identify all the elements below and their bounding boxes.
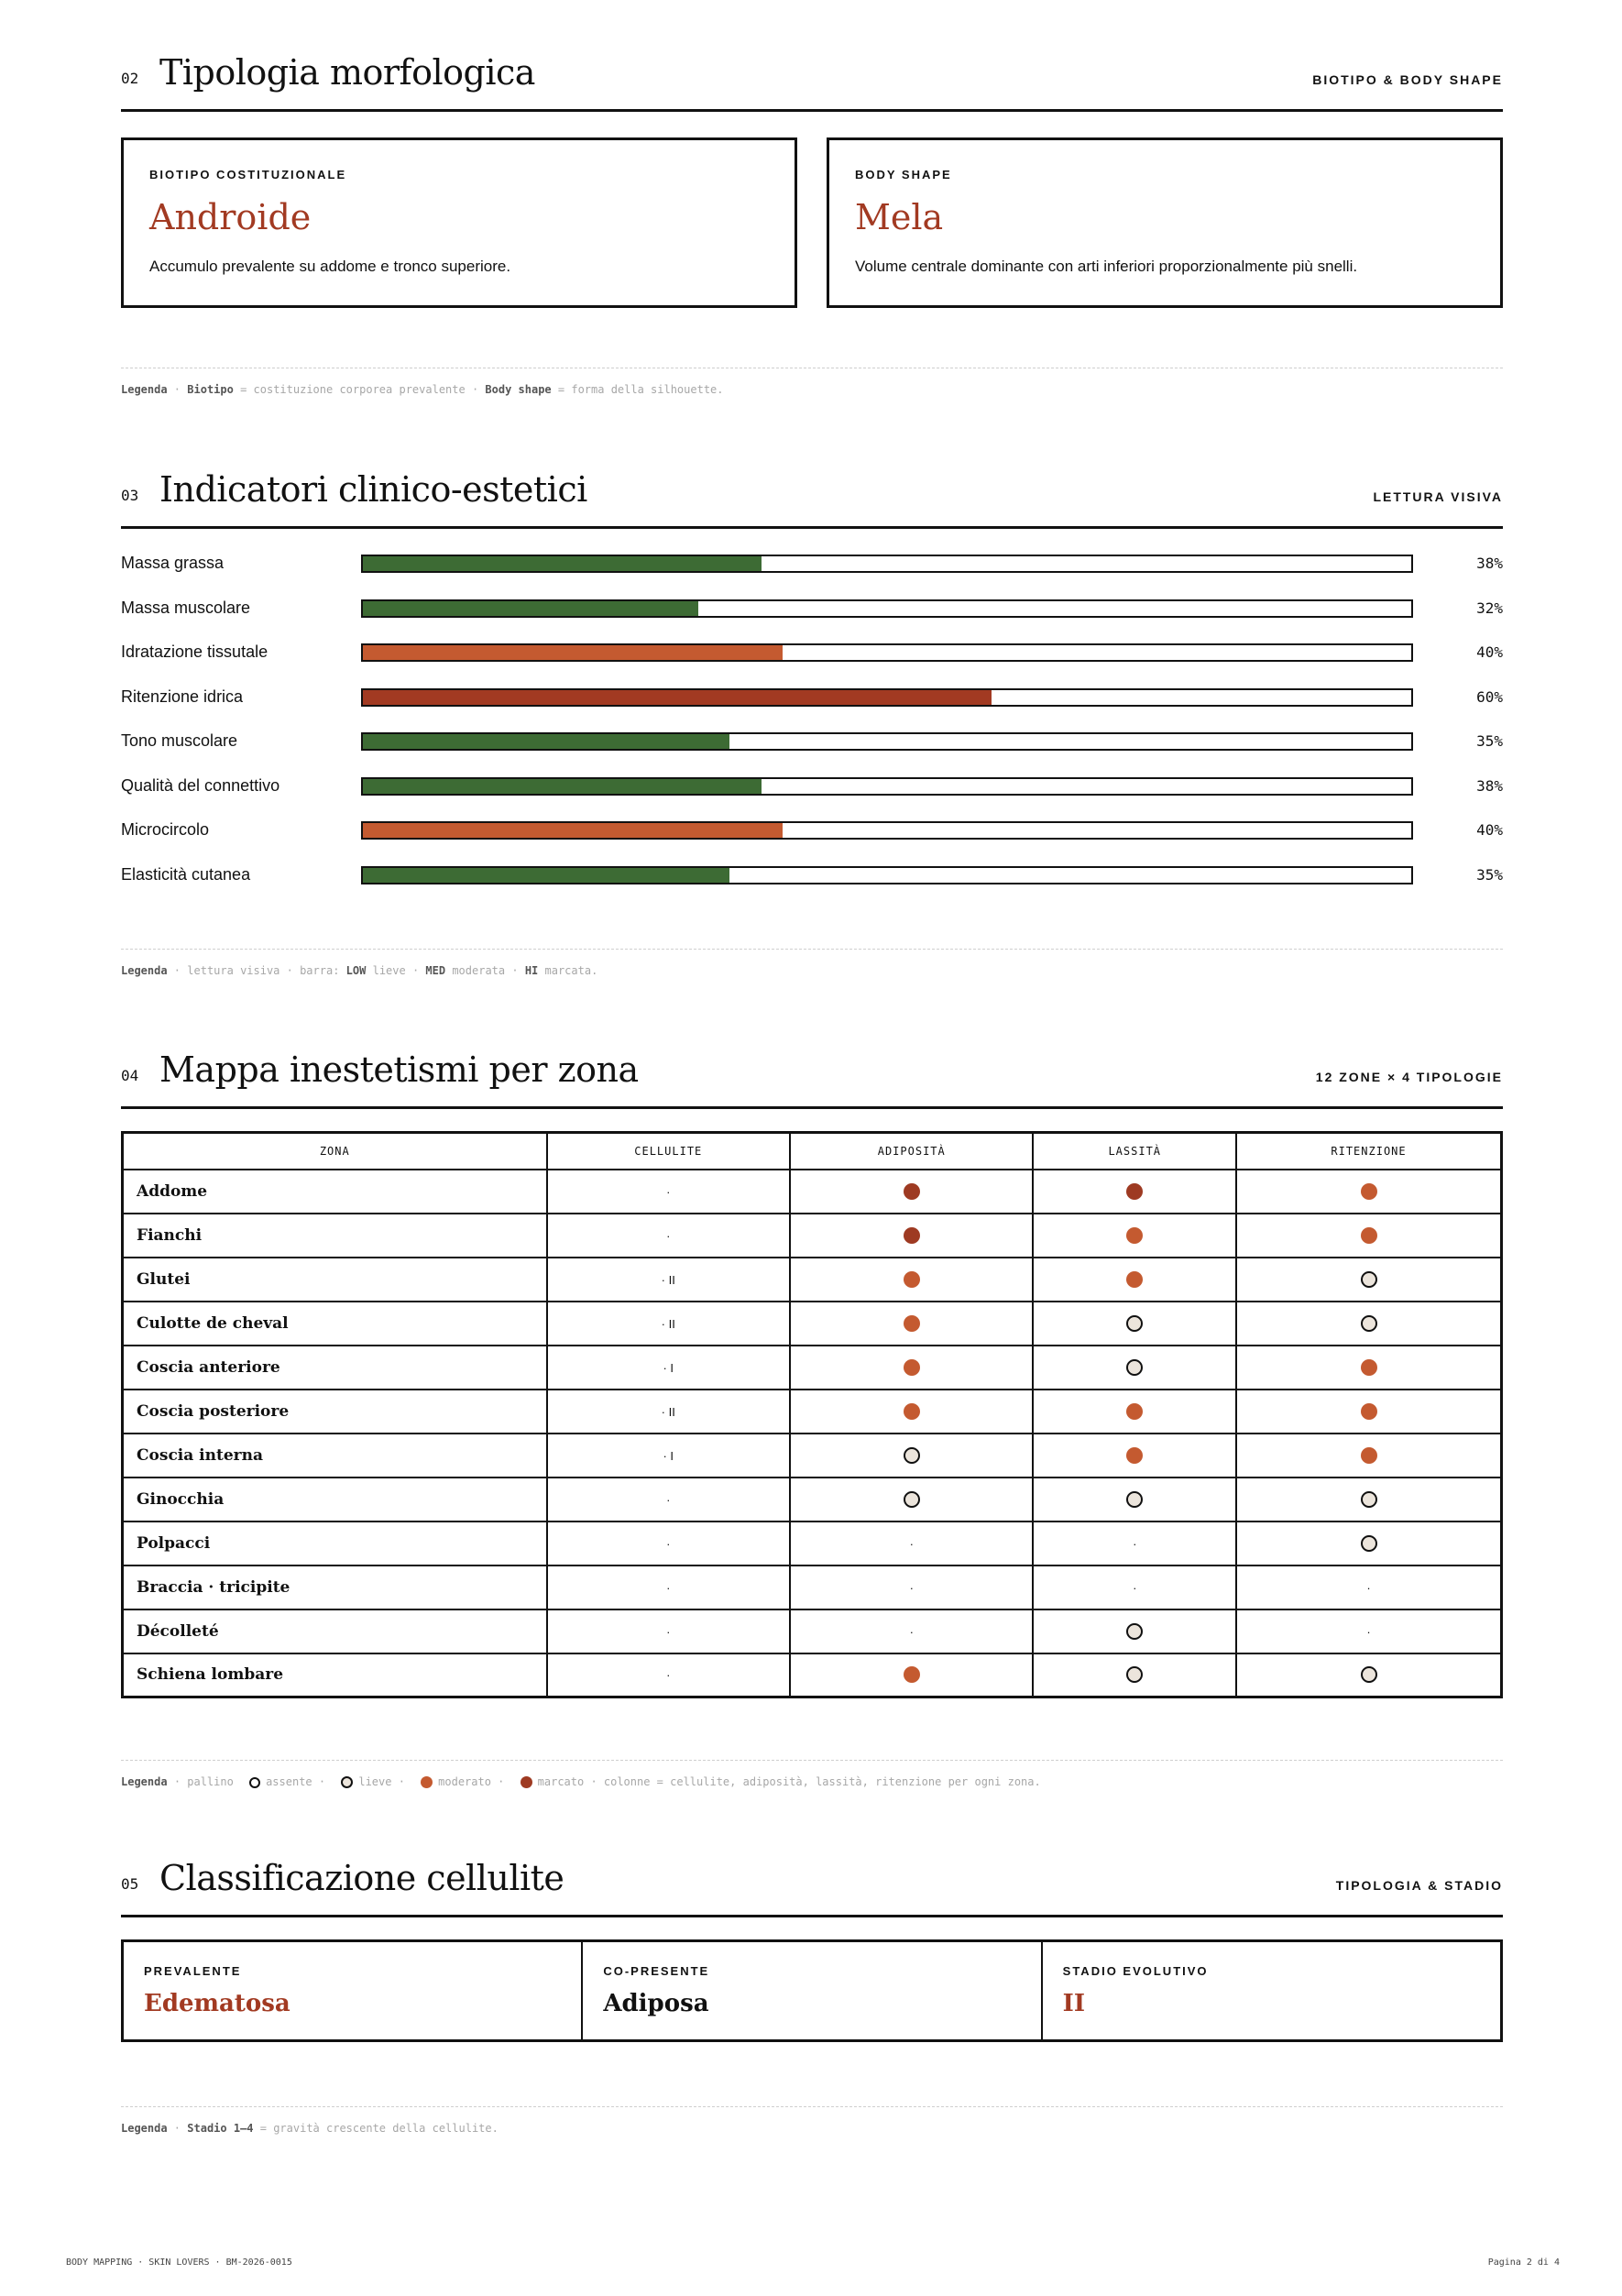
legend-desc: assente · xyxy=(266,1775,326,1788)
card-label: BIOTIPO COSTITUZIONALE xyxy=(149,168,347,181)
zone-cell-adiposita xyxy=(790,1302,1033,1346)
indicator-bar-chart xyxy=(121,550,1503,898)
severity-dot-lieve xyxy=(1361,1271,1377,1288)
zone-cell-lassita xyxy=(1033,1346,1236,1390)
column-header: LASSITÀ xyxy=(1033,1133,1236,1170)
legend-term: Body shape xyxy=(485,383,552,396)
legend-desc: moderata xyxy=(452,964,506,977)
zone-cell-ritenzione xyxy=(1236,1653,1501,1697)
cell-value: Edematosa xyxy=(144,1990,290,2017)
indicator-bar-track xyxy=(361,821,1413,840)
indicator-row xyxy=(121,817,1503,844)
zone-cell-adiposita xyxy=(790,1434,1033,1478)
legend-dot-moderato xyxy=(421,1776,433,1788)
zone-cell-ritenzione xyxy=(1236,1390,1501,1434)
severity-dot-moderato xyxy=(1126,1403,1143,1420)
legend-desc: = gravità crescente della cellulite. xyxy=(259,2122,499,2135)
legend-desc: = costituzione corporea prevalente xyxy=(240,383,466,396)
zone-cell-adiposita xyxy=(790,1522,1033,1565)
zone-cell-cellulite xyxy=(547,1170,790,1214)
severity-dot-moderato xyxy=(1361,1359,1377,1376)
table-row xyxy=(123,1522,1502,1565)
indicator-value-label: 32% xyxy=(1476,599,1503,617)
column-header: ADIPOSITÀ xyxy=(790,1133,1033,1170)
section-number: 02 xyxy=(121,70,139,87)
zone-cell-adiposita xyxy=(790,1653,1033,1697)
zone-cell-lassita xyxy=(1033,1302,1236,1346)
zone-cell-cellulite xyxy=(547,1214,790,1258)
zone-cell-cellulite xyxy=(547,1565,790,1609)
section-tag: LETTURA VISIVA xyxy=(1373,489,1503,504)
card-value: Androide xyxy=(149,197,312,237)
indicator-bar-track xyxy=(361,688,1413,707)
cell-value: · II xyxy=(661,1272,675,1287)
zone-cell-ritenzione xyxy=(1236,1565,1501,1609)
legend-desc: lieve xyxy=(372,964,406,977)
cell-value: · xyxy=(666,1536,671,1551)
severity-dot-lieve xyxy=(1361,1315,1377,1332)
card-label: BODY SHAPE xyxy=(855,168,952,181)
table-row xyxy=(123,1434,1502,1478)
indicator-bar xyxy=(363,823,783,838)
severity-dot-lieve xyxy=(1126,1315,1143,1332)
cell-value: · xyxy=(666,1492,671,1507)
indicator-value-label: 40% xyxy=(1476,643,1503,661)
zone-map-table xyxy=(121,1131,1503,1698)
column-header: ZONA xyxy=(123,1133,547,1170)
cell-value: · xyxy=(909,1624,914,1639)
cell-value: · xyxy=(1366,1580,1371,1595)
section-header xyxy=(121,1853,1503,1917)
cell-value: · II xyxy=(661,1316,675,1331)
indicator-bar-track xyxy=(361,777,1413,796)
legend-desc: marcato · colonne = cellulite, adiposità, lassità, ritenzione per ogni zona. xyxy=(537,1775,1041,1788)
indicator-bar-track xyxy=(361,866,1413,884)
legend-dot-lieve xyxy=(341,1776,353,1788)
zone-name: Décolleté xyxy=(123,1609,547,1653)
zone-name: Addome xyxy=(123,1170,547,1214)
cell-value: · I xyxy=(663,1448,674,1463)
zone-name: Culotte de cheval xyxy=(123,1302,547,1346)
card-description: Accumulo prevalente su addome e tronco superiore. xyxy=(149,258,511,275)
cell-value: · I xyxy=(663,1360,674,1375)
severity-dot-marcato xyxy=(904,1183,920,1200)
zone-cell-cellulite xyxy=(547,1302,790,1346)
zone-cell-ritenzione xyxy=(1236,1522,1501,1565)
zone-cell-adiposita xyxy=(790,1258,1033,1302)
severity-dot-lieve xyxy=(1361,1535,1377,1552)
section-tag: 12 ZONE × 4 TIPOLOGIE xyxy=(1315,1070,1503,1084)
zone-cell-ritenzione xyxy=(1236,1346,1501,1390)
severity-dot-moderato xyxy=(904,1666,920,1683)
zone-name: Fianchi xyxy=(123,1214,547,1258)
zone-name: Ginocchia xyxy=(123,1478,547,1522)
indicator-row xyxy=(121,639,1503,666)
severity-dot-moderato xyxy=(1126,1227,1143,1244)
co-presente-cell xyxy=(583,1942,1042,2039)
zone-cell-lassita xyxy=(1033,1565,1236,1609)
indicator-row xyxy=(121,684,1503,711)
indicator-bar-track xyxy=(361,732,1413,751)
indicator-bar xyxy=(363,645,783,660)
zone-cell-ritenzione xyxy=(1236,1478,1501,1522)
severity-dot-moderato xyxy=(1126,1447,1143,1464)
legend-term: MED xyxy=(425,964,446,977)
legend: Legenda · Stadio 1–4 = gravità crescente della cellulite. xyxy=(121,2106,1503,2135)
cell-value: · xyxy=(1133,1536,1137,1551)
indicator-row xyxy=(121,773,1503,800)
legend-term: Stadio 1–4 xyxy=(187,2122,254,2135)
severity-dot-moderato xyxy=(904,1271,920,1288)
legend-head: Legenda xyxy=(121,1775,168,1788)
zone-cell-ritenzione xyxy=(1236,1609,1501,1653)
zone-name: Braccia · tricipite xyxy=(123,1565,547,1609)
zone-cell-lassita xyxy=(1033,1170,1236,1214)
cell-value: · xyxy=(666,1580,671,1595)
zone-cell-adiposita xyxy=(790,1609,1033,1653)
zone-cell-lassita xyxy=(1033,1478,1236,1522)
indicator-value-label: 35% xyxy=(1476,732,1503,750)
prevalente-cell xyxy=(124,1942,583,2039)
severity-dot-lieve xyxy=(1126,1491,1143,1508)
cell-label: STADIO EVOLUTIVO xyxy=(1062,1964,1209,1978)
zone-cell-ritenzione xyxy=(1236,1434,1501,1478)
cell-value: · xyxy=(909,1536,914,1551)
table-row xyxy=(123,1390,1502,1434)
legend-desc: lettura visiva · barra: xyxy=(187,964,340,977)
cell-value: · xyxy=(666,1228,671,1243)
section-header xyxy=(121,465,1503,529)
zone-cell-cellulite xyxy=(547,1258,790,1302)
indicator-label: Qualità del connettivo xyxy=(121,775,280,795)
section-tag: TIPOLOGIA & STADIO xyxy=(1335,1878,1503,1893)
legend-desc: · pallino xyxy=(173,1775,234,1788)
legend-desc: = forma della silhouette. xyxy=(557,383,724,396)
severity-dot-marcato xyxy=(904,1227,920,1244)
zone-cell-adiposita xyxy=(790,1565,1033,1609)
classification-box xyxy=(121,1939,1503,2042)
severity-dot-moderato xyxy=(904,1359,920,1376)
footer-page-number: Pagina 2 di 4 xyxy=(1487,2258,1560,2268)
indicator-row xyxy=(121,862,1503,889)
section-header xyxy=(121,48,1503,112)
cell-value: · xyxy=(666,1668,671,1683)
severity-dot-moderato xyxy=(904,1403,920,1420)
cell-label: CO-PRESENTE xyxy=(603,1964,710,1978)
section-tag: BIOTIPO & BODY SHAPE xyxy=(1312,72,1503,87)
indicator-row xyxy=(121,728,1503,755)
indicator-bar xyxy=(363,779,762,794)
indicator-label: Microcircolo xyxy=(121,820,210,839)
legend-desc: lieve · xyxy=(358,1775,405,1788)
zone-name: Coscia interna xyxy=(123,1434,547,1478)
indicator-value-label: 35% xyxy=(1476,865,1503,884)
zone-cell-ritenzione xyxy=(1236,1258,1501,1302)
stadio-evolutivo-cell xyxy=(1043,1942,1500,2039)
legend: Legenda · lettura visiva · barra: LOW lieve · MED moderata · HI marcata. xyxy=(121,949,1503,977)
legend-dot-assente xyxy=(249,1777,260,1788)
cell-value: · xyxy=(1366,1624,1371,1639)
legend-term: Biotipo xyxy=(187,383,234,396)
zone-cell-cellulite xyxy=(547,1346,790,1390)
severity-dot-moderato xyxy=(1361,1227,1377,1244)
severity-dot-moderato xyxy=(1361,1183,1377,1200)
table-row xyxy=(123,1258,1502,1302)
column-header: CELLULITE xyxy=(547,1133,790,1170)
zone-cell-adiposita xyxy=(790,1214,1033,1258)
column-header: RITENZIONE xyxy=(1236,1133,1501,1170)
card-value: Mela xyxy=(855,197,944,237)
zone-cell-lassita xyxy=(1033,1214,1236,1258)
table-row xyxy=(123,1565,1502,1609)
zone-cell-cellulite xyxy=(547,1478,790,1522)
legend-head: Legenda xyxy=(121,383,168,396)
severity-dot-moderato xyxy=(1126,1271,1143,1288)
body-shape-card xyxy=(827,137,1503,308)
severity-dot-moderato xyxy=(1361,1447,1377,1464)
cell-value: · xyxy=(1133,1580,1137,1595)
table-row xyxy=(123,1302,1502,1346)
section-number: 03 xyxy=(121,487,139,504)
cell-value: · xyxy=(666,1624,671,1639)
zone-cell-cellulite xyxy=(547,1609,790,1653)
table-row xyxy=(123,1346,1502,1390)
severity-dot-lieve xyxy=(1361,1491,1377,1508)
cell-value: II xyxy=(1062,1990,1085,2017)
zone-name: Schiena lombare xyxy=(123,1653,547,1697)
indicator-row xyxy=(121,595,1503,622)
footer-document-id: BODY MAPPING · SKIN LOVERS · BM-2026-0015 xyxy=(66,2258,292,2268)
indicator-value-label: 38% xyxy=(1476,776,1503,795)
severity-dot-lieve xyxy=(1126,1359,1143,1376)
section-header xyxy=(121,1045,1503,1109)
legend-term: HI xyxy=(524,964,539,977)
legend-term: LOW xyxy=(345,964,367,977)
indicator-label: Tono muscolare xyxy=(121,731,238,750)
legend-desc: moderato · xyxy=(438,1775,505,1788)
section-title: Classificazione cellulite xyxy=(159,1858,564,1898)
zone-cell-adiposita xyxy=(790,1170,1033,1214)
section-number: 04 xyxy=(121,1067,139,1084)
table-row xyxy=(123,1170,1502,1214)
indicator-bar xyxy=(363,868,729,883)
cell-label: PREVALENTE xyxy=(144,1964,242,1978)
cell-value: · xyxy=(909,1580,914,1595)
severity-dot-lieve xyxy=(1126,1666,1143,1683)
severity-dot-lieve xyxy=(904,1491,920,1508)
zone-cell-lassita xyxy=(1033,1390,1236,1434)
biotipo-card xyxy=(121,137,797,308)
section-title: Tipologia morfologica xyxy=(159,52,535,93)
zone-cell-ritenzione xyxy=(1236,1170,1501,1214)
severity-dot-lieve xyxy=(904,1447,920,1464)
severity-dot-marcato xyxy=(1126,1183,1143,1200)
zone-cell-cellulite xyxy=(547,1653,790,1697)
section-title: Mappa inestetismi per zona xyxy=(159,1049,639,1090)
indicator-bar xyxy=(363,734,729,749)
zone-cell-adiposita xyxy=(790,1478,1033,1522)
indicator-label: Massa grassa xyxy=(121,554,225,572)
legend xyxy=(121,1760,1503,1788)
zone-cell-cellulite xyxy=(547,1390,790,1434)
indicator-value-label: 40% xyxy=(1476,821,1503,839)
zone-name: Coscia posteriore xyxy=(123,1390,547,1434)
severity-dot-moderato xyxy=(1361,1403,1377,1420)
table-header-row xyxy=(123,1133,1502,1170)
zone-cell-adiposita xyxy=(790,1346,1033,1390)
zone-cell-lassita xyxy=(1033,1609,1236,1653)
indicator-value-label: 38% xyxy=(1476,555,1503,572)
table-row xyxy=(123,1653,1502,1697)
indicator-label: Ritenzione idrica xyxy=(121,687,244,706)
indicator-label: Idratazione tissutale xyxy=(121,643,269,661)
zone-name: Glutei xyxy=(123,1258,547,1302)
table-row xyxy=(123,1478,1502,1522)
indicator-bar-track xyxy=(361,643,1413,662)
indicator-bar-track xyxy=(361,599,1413,618)
indicator-bar xyxy=(363,556,762,571)
cell-value: Adiposa xyxy=(603,1990,709,2017)
zone-cell-adiposita xyxy=(790,1390,1033,1434)
indicator-bar-track xyxy=(361,555,1413,573)
indicator-label: Elasticità cutanea xyxy=(121,864,251,884)
cell-value: · II xyxy=(661,1404,675,1419)
indicator-value-label: 60% xyxy=(1476,687,1503,706)
card-description: Volume centrale dominante con arti inferiori proporzionalmente più snelli. xyxy=(855,258,1358,275)
indicator-bar xyxy=(363,690,992,705)
table-row xyxy=(123,1214,1502,1258)
severity-dot-moderato xyxy=(904,1315,920,1332)
section-number: 05 xyxy=(121,1875,139,1893)
legend-desc: marcata. xyxy=(544,964,598,977)
zone-name: Coscia anteriore xyxy=(123,1346,547,1390)
section-title: Indicatori clinico-estetici xyxy=(159,469,587,510)
indicator-bar xyxy=(363,601,698,616)
zone-cell-ritenzione xyxy=(1236,1302,1501,1346)
table-row xyxy=(123,1609,1502,1653)
zone-cell-lassita xyxy=(1033,1653,1236,1697)
zone-cell-cellulite xyxy=(547,1522,790,1565)
zone-cell-cellulite xyxy=(547,1434,790,1478)
legend-head: Legenda xyxy=(121,2122,168,2135)
legend: Legenda · Biotipo = costituzione corporea prevalente · Body shape = forma della silhouette. xyxy=(121,368,1503,396)
zone-cell-lassita xyxy=(1033,1258,1236,1302)
zone-name: Polpacci xyxy=(123,1522,547,1565)
zone-cell-lassita xyxy=(1033,1434,1236,1478)
indicator-label: Massa muscolare xyxy=(121,598,251,617)
severity-dot-lieve xyxy=(1126,1623,1143,1640)
zone-cell-lassita xyxy=(1033,1522,1236,1565)
zone-cell-ritenzione xyxy=(1236,1214,1501,1258)
cell-value: · xyxy=(666,1184,671,1199)
indicator-row xyxy=(121,550,1503,577)
severity-dot-lieve xyxy=(1361,1666,1377,1683)
legend-dot-marcato xyxy=(521,1776,532,1788)
legend-head: Legenda xyxy=(121,964,168,977)
